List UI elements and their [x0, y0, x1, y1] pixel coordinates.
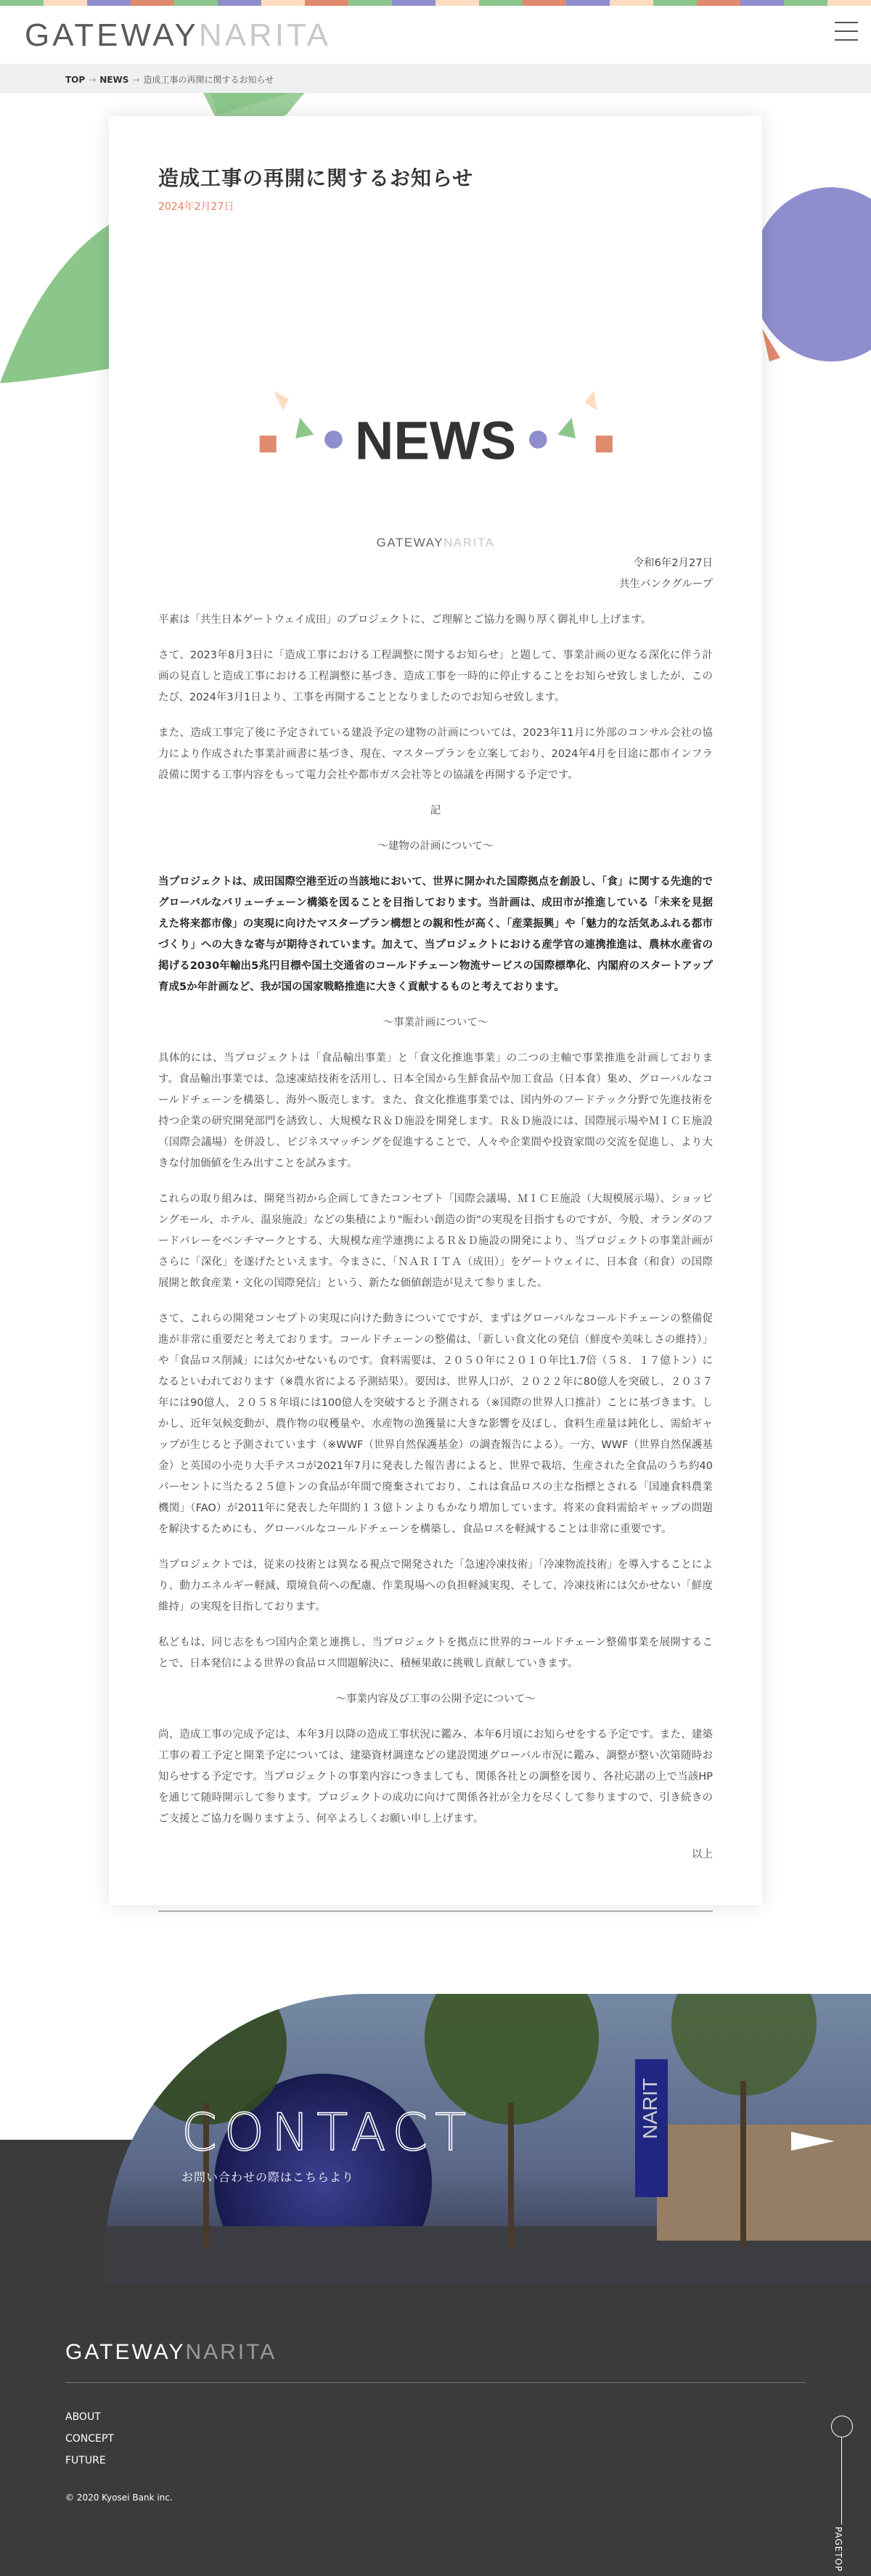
section-heading-schedule: 〜事業内容及び工事の公開予定について〜 — [335, 1693, 536, 1705]
breadcrumb-separator: → — [89, 75, 97, 85]
logo-narita: NARITA — [198, 17, 331, 53]
ki-heading: 記 — [430, 805, 441, 817]
paragraph: さて、2023年8月3日に「造成工事における工程調整に関するお知らせ」と題して、事業計画の更なる深化に伴う計画の見直しと造成工事における工程調整に基づき、造成工事を一時的に停止することをお知らせ致しましたが、この たび、2024年3月1日より、工事を再開することとなりましたのでお知らせ致します。 — [158, 650, 713, 703]
article-date: 2024年2月27日 — [158, 201, 234, 213]
purple-blob-right — [751, 187, 871, 361]
article-title: 造成工事の再開に関するお知らせ — [158, 166, 474, 190]
coral-square — [260, 436, 277, 452]
breadcrumb-top[interactable]: TOP — [65, 75, 86, 85]
site-logo[interactable] — [25, 19, 331, 52]
footer-logo-gateway: GATEWAY — [65, 2340, 186, 2364]
stripe-segment — [740, 0, 784, 6]
green-triangle — [295, 417, 314, 438]
contact-subtitle: お問い合わせの際はこちらより — [181, 2170, 355, 2184]
stripe-segment — [218, 0, 261, 6]
banner-flag-text: NARIT — [639, 2078, 661, 2139]
contact-banner[interactable] — [105, 1994, 871, 2284]
stripe-segment — [0, 0, 44, 6]
footer-logo-narita: NARITA — [185, 2340, 277, 2364]
stripe-segment — [697, 0, 740, 6]
pagetop-label: PAGETOP — [833, 2527, 843, 2572]
copyright: © 2020 Kyosei Bank inc. — [65, 2493, 173, 2503]
stripe-segment — [523, 0, 566, 6]
stripe-segment — [174, 0, 218, 6]
paragraph: 平素は「共生日本ゲートウェイ成田」のプロジェクトに、ご理解とご協力を賜り厚く御礼申し上げます。 — [158, 614, 652, 626]
footer-link-about[interactable]: ABOUT — [65, 2411, 101, 2423]
news-header-image — [158, 240, 713, 559]
stripe-segment — [653, 0, 697, 6]
stripe-segment — [261, 0, 305, 6]
breadcrumb-separator: → — [132, 75, 140, 85]
paragraph: 具体的には、当プロジェクトは「食品輸出事業」と「食文化推進事業」の二つの主軸で事業推進を計画しております。食品輸出事業では、急速凍結技術を活用し、日本全国から生鮮食品や加工食品（日本食）集め、グローバルなコールドチェーンを構築し、海外へ販売します。また、食文化推進事業では、国内外のフードテック分野で先進技術を持つ企業の研究開発部門を誘致し、大規模なＲ＆Ｄ施設を開発します。Ｒ＆Ｄ施設には、国際展示場やＭＩＣＥ施設（国際会議場）を併設し、ビジネスマッチングを促進することで、人々や企業間や投資家間の交流を促進し、より大きな付加価値を生み出すことを試みます。 — [158, 1052, 713, 1169]
logo-gateway: GATEWAY — [25, 17, 199, 53]
stripe-segment — [610, 0, 653, 6]
stripe-segment — [44, 0, 87, 6]
peach-triangle — [274, 391, 289, 410]
article-body — [158, 553, 713, 1865]
section-heading-building: 〜建物の計画について〜 — [377, 841, 494, 852]
pagetop-button[interactable] — [813, 2142, 871, 2576]
breadcrumb-current: 造成工事の再開に関するお知らせ — [143, 75, 274, 85]
paragraph: 当プロジェクトでは、従来の技術とは異なる視点で開発された「急速冷凍技術」「冷凍物流技術」を導入することにより、動力エネルギー軽減、環境負荷への配慮、作業現場への負担軽減実現、そして、冷凍技術には欠かせない「鮮度維持」の実現を目指しております。 — [158, 1559, 713, 1613]
article-card — [109, 116, 762, 1905]
paragraph: 尚、造成工事の完成予定は、本年3月以降の造成工事状況に鑑み、本年6月頃にお知らせをする予定です。また、建築工事の着工予定と開業予定については、建築資材調達などの建設関連グローバル市況に鑑み、調整が整い次第随時お知らせする予定です。当プロジェクトの事業内容につきましても、関係各社との調整を図り、各社応諾の上で当該HPを通じて随時開示して参ります。プロジェクトの成功に向けて関係各社が全力を尽くして参りますので、引き続きのご支援とご協力を賜りますよう、何卒よろしくお願い申し上げます。 — [158, 1729, 713, 1825]
stripe-segment — [827, 0, 871, 6]
stripe-segment — [784, 0, 827, 6]
paragraph-bold: 当プロジェクトは、成田国際空港至近の当該地において、世界に開かれた国際拠点を創設し、「食」に関する先進的でグローバルなバリューチェーン構築を図ることを目指しております。当計画は、成田市が推進している「未来を見据えた将来都市像」の実現に向けたマスタープラン構想との親和性が高く、「産業振興」や「魅力的な活気あふれる都市づくり」への大きな寄与が期待されています。加えて、当プロジェクトにおける産学官の連携推進は、農林水産省の掲げる2030年輸出5兆円目標や国土交通省のコールドチェーン物流サービスの国際標準化、内閣府のスタートアップ育成5か年計画など、我が国の国家戦略推進に大きく貢献するものと考えております。 — [158, 876, 713, 993]
footer-divider — [65, 2382, 806, 2383]
stripe-segment — [479, 0, 523, 6]
footer-link-concept[interactable]: CONCEPT — [65, 2433, 114, 2445]
breadcrumb — [0, 64, 871, 93]
green-triangle — [557, 417, 576, 438]
news-headline: NEWS — [354, 410, 517, 471]
stripe-segment — [305, 0, 348, 6]
stripe-segment — [348, 0, 392, 6]
stripe-segment — [566, 0, 610, 6]
circle-icon — [831, 2416, 853, 2437]
top-color-stripe — [0, 0, 871, 6]
paragraph: 私どもは、同じ志をもつ国内企業と連携し、当プロジェクトを拠点に世界的コールドチェーン整備事業を展開することで、日本発信による世界の食品ロス問題解決に、積極果敢に挑戦し貢献していきます。 — [158, 1637, 713, 1669]
contact-title: CONTACT — [181, 2103, 473, 2162]
hamburger-icon[interactable] — [835, 22, 858, 44]
purple-dot — [529, 430, 547, 449]
stripe-segment — [87, 0, 131, 6]
section-heading-business: 〜事業計画について〜 — [383, 1017, 488, 1029]
stripe-segment — [131, 0, 174, 6]
pagetop-line — [841, 2437, 842, 2524]
article-divider — [158, 1910, 713, 1912]
paragraph: さて、これらの開発コンセプトの実現に向けた動きについてですが、まずはグローバルなコールドチェーンの整備促進が非常に重要だと考えております。コールドチェーンの整備は、「新しい食文化の発信（鮮度や美味しさの維持）」や「食品ロス削減」には欠かせないものです。食料需要は、２０５０年に２０１０年比1.7倍（５８．１７億トン）になるといわれております（※農水省による予測結果）。要因は、世界人口が、２０２２年に80億人を突破し、２０３７年には90億人、２０５８年頃には100億人を突破すると予測される（※国際の世界人口推計）ことに基づきます。しかし、近年気候変動が、農作物の収穫量や、水産物の漁獲量に大きな影響を及ぼし、食料生産量は鈍化し、需給ギャップが生じると予測されています（※WWF（世界自然保護基金）の調査報告による）。一方、WWF（世界自然保護基金）と英国の小売り大手テスコが2021年7月に発表した報告書によると、世界で栽培、生産された全食品のうち約40パーセントに当たる２５億トンの食品が年間で廃棄されており、これは食品ロスの主な指標とされる「国連食料農業機関」（FAO）が2011年に発表した年間約１３億トンよりもかなり増加しています。将来の食料需給ギャップの問題を解決するためにも、グローバルなコールドチェーンを構築し、食品ロスを軽減することは非常に重要です。 — [158, 1313, 713, 1535]
peach-triangle — [584, 391, 597, 410]
news-image-logo: GATEWAYNARITA — [376, 536, 495, 550]
coral-square — [596, 436, 613, 452]
breadcrumb-news[interactable]: NEWS — [99, 75, 129, 85]
article-dateline: 令和6年2月27日 — [633, 557, 713, 569]
article-issuer: 共生バンクグループ — [618, 578, 713, 590]
stripe-segment — [436, 0, 479, 6]
stripe-segment — [392, 0, 436, 6]
site-header — [0, 6, 871, 64]
footer-logo[interactable] — [65, 2342, 277, 2363]
paragraph: また、造成工事完了後に予定されている建設予定の建物の計画については、2023年11月に外部のコンサル会社の協力により作成された事業計画書に基づき、現在、マスタープランを立案しており、2024年4月を目途に都市インフラ設備に関する工事内容をもって電力会社や都市ガス会社等との協議を再開する予定です。 — [158, 727, 713, 781]
paragraph: これらの取り組みは、開発当初から企画してきたコンセプト「国際会議場、ＭＩＣＥ施設（大規模展示場）、ショッピングモール、ホテル、温泉施設」などの集積により"賑わい創造の街"の実現を目指すものですが、今般、オランダのフードバレーをベンチマークとする、大規模な産学連携によるＲ＆Ｄ施設の開発により、当プロジェクトの事業計画がさらに「深化」を遂げたといえます。今まさに、「ＮＡＲＩＴＡ（成田）」をゲートウェイに、日本食（和食）の国際展開と飲食産業・文化の国際発信」という、新たな価値創造が見えて参りました。 — [158, 1193, 713, 1289]
footer-link-future[interactable]: FUTURE — [65, 2455, 106, 2466]
purple-dot — [324, 430, 343, 449]
closing-ijou: 以上 — [692, 1849, 713, 1860]
